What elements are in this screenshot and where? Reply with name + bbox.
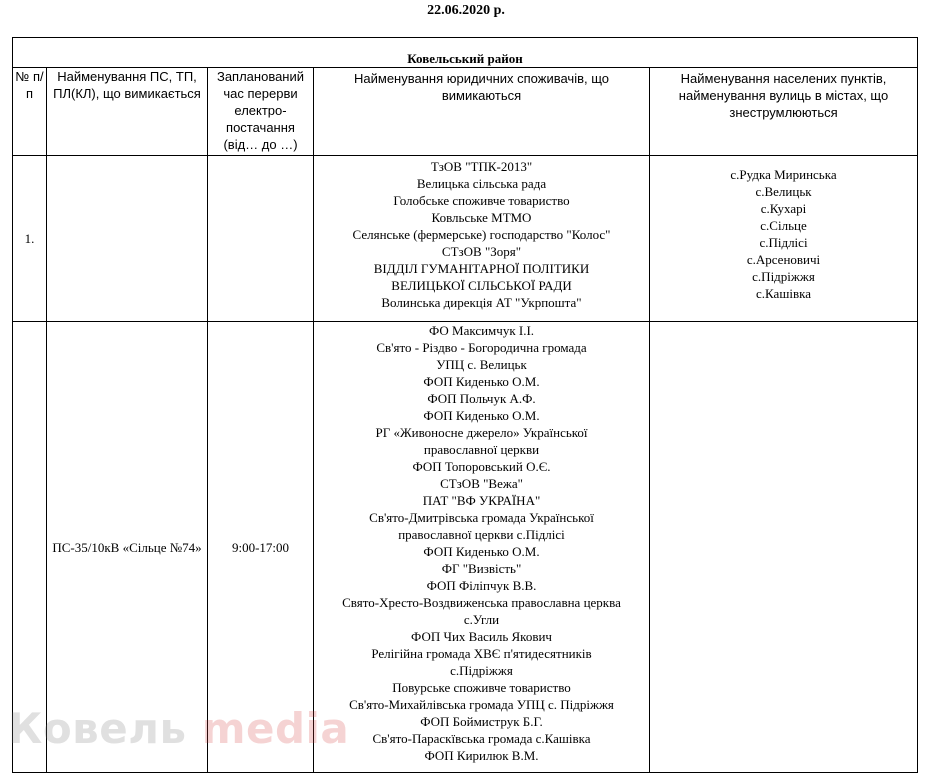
- district-title: Ковельський район: [407, 51, 523, 66]
- watermark-part2: media: [201, 704, 350, 753]
- settlements-list: [650, 156, 918, 322]
- header-settlements: Найменування населених пунктів, найменування вулиць в містах, що знеструмлюються: [650, 68, 918, 156]
- row-time-top: [208, 156, 314, 322]
- settlement-item: с.Рудка Миринська: [730, 167, 837, 182]
- consumers-list-1: [314, 156, 650, 322]
- consumer-item: ВІДДІЛ ГУМАНІТАРНОЇ ПОЛІТИКИ: [373, 261, 590, 276]
- header-object: Найменування ПС, ТП, ПЛ(КЛ), що вимикається: [47, 68, 208, 156]
- consumer-item: Св'ято-Параскївська громада с.Кашівка: [372, 731, 591, 746]
- consumers-list-2: [314, 322, 650, 773]
- outage-time: 9:00-17:00: [208, 322, 314, 773]
- consumer-item: РГ «Живоносне джерело» Української: [375, 425, 588, 440]
- settlement-item: с.Велицьк: [755, 184, 812, 199]
- consumer-item: Свято-Хресто-Воздвиженська православна церква: [342, 595, 621, 610]
- consumer-item: ФОП Киденько О.М.: [423, 374, 540, 389]
- document-date: 22.06.2020 р.: [427, 3, 505, 18]
- header-consumers: Найменування юридичних споживачів, що вимикаються: [314, 68, 650, 156]
- consumer-item: ПАТ "ВФ УКРАЇНА": [422, 493, 541, 508]
- consumer-item: Велицька сільська рада: [416, 176, 547, 191]
- consumer-item: УПЦ с. Велицьк: [436, 357, 527, 372]
- column-headers: [13, 68, 918, 156]
- consumer-item: СТзОВ "Зоря": [441, 244, 522, 259]
- consumer-item: ТзОВ "ТПК-2013": [430, 159, 533, 174]
- district-header: [13, 38, 918, 68]
- consumer-item: ФГ "Визвість": [441, 561, 522, 576]
- settlement-item: с.Арсеновичі: [746, 252, 821, 267]
- watermark-logo: [8, 704, 349, 753]
- consumer-item: православної церкви: [423, 442, 540, 457]
- consumer-item: с.Підріжжя: [450, 663, 513, 678]
- consumer-item: ФОП Польчук А.Ф.: [427, 391, 536, 406]
- consumer-item: с.Угли: [463, 612, 500, 627]
- header-num: № п/п: [13, 68, 47, 156]
- consumer-item: ФОП Кирилюк В.М.: [424, 748, 539, 763]
- consumer-item: Св'ято-Михайлівська громада УПЦ с. Підріжжя: [349, 697, 614, 712]
- consumer-item: ФОП Чих Василь Якович: [411, 629, 552, 644]
- settlement-item: с.Сільце: [760, 218, 807, 233]
- consumer-item: Волинська дирекція АТ "Укрпошта": [381, 295, 582, 310]
- header-time: Запланований час перерви електро-постачання (від… до …): [208, 68, 314, 156]
- consumer-item: Голобське споживче товариство: [393, 193, 570, 208]
- consumer-item: ВЕЛИЦЬКОЇ СІЛЬСЬКОЇ РАДИ: [391, 278, 572, 293]
- settlement-item: с.Підлісі: [759, 235, 808, 250]
- consumer-item: ФОП Боймиструк Б.Г.: [420, 714, 543, 729]
- consumer-item: Св'ято-Дмитрівська громада Української: [369, 510, 594, 525]
- row-object-top: [47, 156, 208, 322]
- consumer-item: СТзОВ "Вежа": [440, 476, 523, 491]
- settlements-cont: [650, 322, 918, 773]
- consumer-item: Релігійна громада ХВЄ п'ятидесятників: [371, 646, 592, 661]
- table-row: [13, 156, 918, 322]
- consumer-item: Селянське (фермерське) господарство "Колос": [352, 227, 611, 242]
- consumer-item: ФО Максимчук І.І.: [428, 323, 535, 338]
- settlement-item: с.Кашівка: [756, 286, 811, 301]
- consumer-item: Св'ято - Різдво - Богородична громада: [376, 340, 587, 355]
- outage-table: [12, 37, 918, 773]
- consumer-item: ФОП Киденько О.М.: [423, 408, 540, 423]
- settlement-item: с.Кухарі: [760, 201, 807, 216]
- consumer-item: православної церкви с.Підлісі: [398, 527, 565, 542]
- settlement-item: с.Підріжжя: [752, 269, 815, 284]
- consumer-item: Повурське споживче товариство: [392, 680, 571, 695]
- substation-name: ПС-35/10кВ «Сільце №74»: [47, 322, 208, 773]
- consumer-item: Ковльське МТМО: [431, 210, 532, 225]
- watermark-part1: Ковель: [8, 704, 187, 753]
- consumer-item: ФОП Філіпчук В.В.: [426, 578, 537, 593]
- row-number: 1.: [13, 156, 47, 322]
- consumer-item: ФОП Киденько О.М.: [423, 544, 540, 559]
- consumer-item: ФОП Топоровський О.Є.: [412, 459, 551, 474]
